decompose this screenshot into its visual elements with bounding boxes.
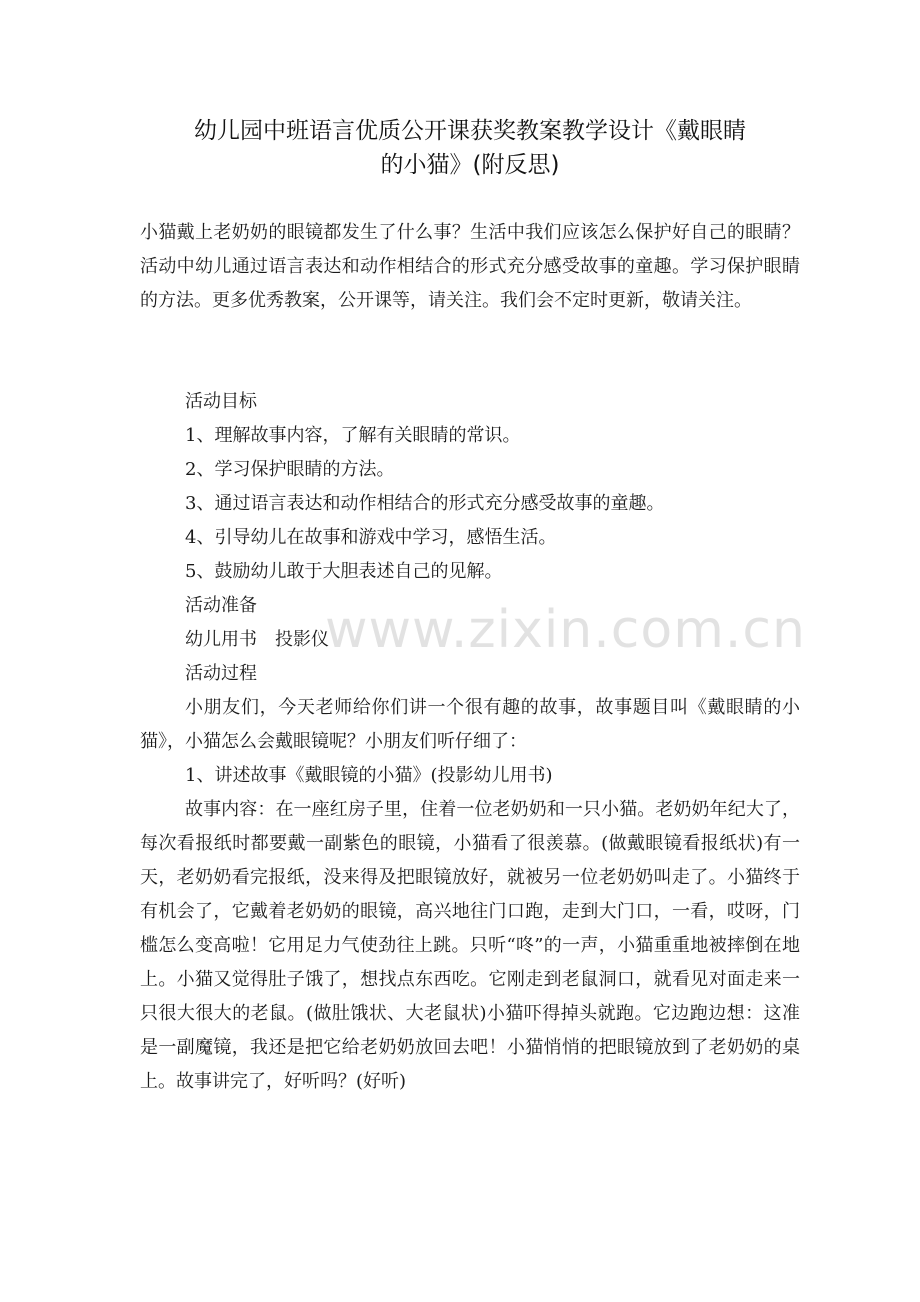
goal-item: 4、引导幼儿在故事和游戏中学习，感悟生活。 — [185, 527, 557, 548]
watermark-text: www.zixin.com.cn — [325, 600, 806, 660]
goal-item: 3、通过语言表达和动作相结合的形式充分感受故事的童趣。 — [185, 493, 665, 514]
story-paragraph: 故事内容：在一座红房子里，住着一位老奶奶和一只小猫。老奶奶年纪大了，每次看报纸时都要戴一副紫色的眼镜，小猫看了很羡慕。(做戴眼镜看报纸状)有一天，老奶奶看完报纸，没来得及把眼镜放好，就被另一位老奶奶叫走了。小猫终于有机会了，它戴着老奶奶的眼镜，高兴地往门口跑，走到大门口，一看，哎呀，门槛怎么变高啦！它用足力气使劲往上跳。只听“咚”的一声，小猫重重地被摔倒在地上。小猫又觉得肚子饿了，想找点东西吃。它刚走到老鼠洞口，就看见对面走来一只很大很大的老鼠。(做肚饿状、大老鼠状)小猫吓得掉头就跑。它边跑边想：这准是一副魔镜，我还是把它给老奶奶放回去吧！小猫悄悄的把眼镜放到了老奶奶的桌上。故事讲完了，好听吗？(好听) — [140, 799, 800, 1092]
intro-paragraph: 小猫戴上老奶奶的眼镜都发生了什么事？生活中我们应该怎么保护好自己的眼睛？活动中幼儿通过语言表达和动作相结合的形式充分感受故事的童趣。学习保护眼睛的方法。更多优秀教案，公开课等，请关注。我们会不定时更新，敬请关注。 — [140, 222, 800, 311]
document-title — [150, 114, 790, 182]
goal-item: 2、学习保护眼睛的方法。 — [185, 459, 395, 480]
prep-heading: 活动准备 — [185, 595, 257, 616]
process-heading: 活动过程 — [185, 663, 257, 684]
goal-item: 5、鼓励幼儿敢于大胆表述自己的见解。 — [185, 561, 503, 582]
goals-heading: 活动目标 — [185, 391, 257, 412]
title-line-1: 幼儿园中班语言优质公开课获奖教案教学设计《戴眼睛 — [194, 118, 746, 144]
process-intro-paragraph: 小朋友们，今天老师给你们讲一个很有趣的故事，故事题目叫《戴眼睛的小猫》，小猫怎么会戴眼镜呢？小朋友们听仔细了： — [140, 697, 800, 752]
step-1-heading: 1、讲述故事《戴眼镜的小猫》(投影幼儿用书) — [185, 765, 553, 786]
goal-item: 1、理解故事内容，了解有关眼睛的常识。 — [185, 425, 521, 446]
prep-items: 幼儿用书 投影仪 — [185, 629, 329, 650]
title-line-2: 的小猫》(附反思) — [380, 152, 560, 178]
